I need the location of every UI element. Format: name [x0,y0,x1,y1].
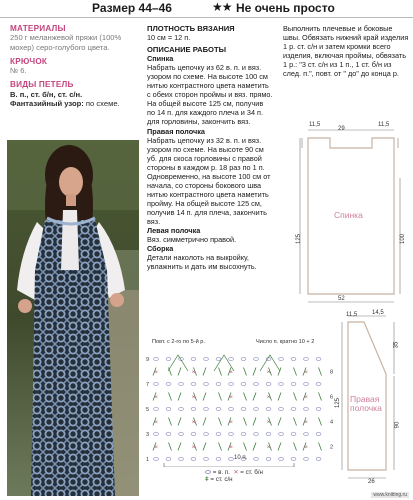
materials-text: 250 г меланжевой пряжи (100% мохер) серо-голубого цвета. [10,33,122,52]
back-dim-width: 52 [338,296,345,302]
chain-stitch-mark [266,433,271,436]
double-crochet-mark [253,443,256,451]
back-label: Спинка [334,210,363,220]
fancy-pattern-label: Фантазийный узор: [10,99,84,109]
materials-column [10,24,138,113]
double-crochet-mark [219,368,222,376]
back-dim-top-left: 11,5 [309,122,321,128]
double-crochet-mark [319,418,322,426]
chain-stitch-mark [204,408,209,411]
front-label-1: Правая [350,394,380,404]
chart-row-number: 3 [146,432,150,438]
chain-stitch-mark [179,408,184,411]
chain-stitch-mark [279,433,284,436]
chain-stitch-mark [291,383,296,386]
chain-stitch-mark [191,358,196,361]
header-bar [0,0,413,18]
chain-stitch-mark [241,408,246,411]
single-crochet-mark: ✕ [304,369,309,376]
back-dim-lower: 100 [400,233,407,245]
chain-stitch-mark [191,433,196,436]
double-crochet-mark [219,443,222,451]
double-crochet-mark [244,443,247,451]
chain-stitch-mark [229,383,234,386]
double-crochet-mark [203,368,206,376]
double-crochet-mark [219,418,222,426]
chart-row-number: 1 [146,457,150,463]
chain-stitch-mark [166,383,171,386]
fancy-pattern-text: по схеме. [83,99,120,109]
chain-stitch-mark [179,383,184,386]
finishing-column [283,24,410,78]
stitches-heading: ВИДЫ ПЕТЕЛЬ [10,80,74,90]
back-title: Спинка [147,54,174,64]
chain-stitch-mark [279,458,284,461]
materials-heading: МАТЕРИАЛЫ [10,24,66,33]
right-front-title: Правая полочка [147,126,205,136]
double-crochet-mark [178,418,181,426]
single-crochet-mark: ✕ [154,419,159,426]
single-crochet-mark: ✕ [304,394,309,401]
chart-row-number: 9 [146,357,150,363]
back-dim-height: 125 [296,233,303,245]
chain-stitch-mark [216,458,221,461]
chart-row-number: 8 [330,369,334,376]
single-crochet-mark: ✕ [191,394,196,401]
chain-stitch-mark [266,408,271,411]
single-crochet-mark: ✕ [154,394,159,401]
chain-stitch-mark [266,383,271,386]
double-crochet-mark [278,443,281,451]
double-crochet-mark [294,418,297,426]
chain-stitch-mark [291,358,296,361]
double-crochet-mark [319,368,322,376]
chain-stitch-mark [304,358,309,361]
double-crochet-mark [319,443,322,451]
chain-stitch-mark [291,433,296,436]
double-crochet-mark [169,368,172,376]
size-title: Размер 44–46 [92,1,172,15]
gauge-text: 10 см = 12 п. [147,33,191,43]
chart-row-number: 2 [330,444,334,451]
chain-stitch-mark [304,458,309,461]
double-crochet-mark [244,393,247,401]
chain-stitch-mark [204,358,209,361]
single-crochet-mark: ✕ [191,419,196,426]
left-front-text: Вяз. симметрично правой. [147,235,237,245]
chain-stitch-mark [154,458,159,461]
chain-stitch-mark [304,433,309,436]
single-crochet-mark: ✕ [304,419,309,426]
legend-dc: = ст. с/н [210,476,233,483]
gauge-heading: ПЛОТНОСТЬ ВЯЗАНИЯ [147,24,235,33]
assembly-title: Сборка [147,244,174,254]
chain-stitch-mark [279,383,284,386]
chain-stitch-mark [229,458,234,461]
front-dim-right-top: 35 [393,341,400,349]
chart-width-label: 10 п. [234,455,248,461]
chain-stitch-mark [191,458,196,461]
double-crochet-mark [203,418,206,426]
hook-text: № 6. [10,66,27,76]
chain-stitch-mark [179,458,184,461]
chart-legend [205,469,263,483]
double-crochet-icon: ǂ [205,476,209,483]
back-dim-top-mid: 29 [338,126,345,132]
double-crochet-mark [253,368,256,376]
chain-stitch-mark [216,358,221,361]
double-crochet-mark [253,418,256,426]
chain-stitch-mark [254,358,259,361]
chain-stitch-mark [254,433,259,436]
chain-stitch-mark [241,433,246,436]
chart-repeat-bracket [164,463,294,467]
chain-stitch-mark [229,358,234,361]
single-crochet-mark: ✕ [266,394,271,401]
difficulty-label: Не очень просто [236,1,335,15]
chain-stitch-mark [304,383,309,386]
single-crochet-mark: ✕ [266,369,271,376]
double-crochet-mark [253,393,256,401]
chain-stitch-mark [166,408,171,411]
single-crochet-mark: ✕ [266,444,271,451]
single-crochet-mark: ✕ [304,444,309,451]
chain-stitch-mark [279,358,284,361]
chain-stitch-mark [166,358,171,361]
model-photo [7,140,139,496]
double-crochet-mark [169,443,172,451]
chain-stitch-mark [204,383,209,386]
crochet-chart [144,333,342,485]
chain-stitch-mark [166,433,171,436]
front-dim-top-b: 14,5 [372,310,384,316]
front-dim-top-a: 11,5 [346,312,358,318]
chain-stitch-mark [254,408,259,411]
single-crochet-mark: ✕ [229,444,234,451]
difficulty-stars-icon: ★★ [212,0,232,14]
chain-stitch-mark [154,433,159,436]
chain-stitch-mark [166,458,171,461]
single-crochet-mark: ✕ [154,444,159,451]
double-crochet-mark [219,393,222,401]
double-crochet-mark [203,393,206,401]
single-crochet-mark: ✕ [154,369,159,376]
single-crochet-mark: ✕ [229,419,234,426]
credit: www.knitting.ru [373,492,407,498]
back-dim-top-right: 11,5 [378,122,390,128]
work-heading: ОПИСАНИЕ РАБОТЫ [147,45,227,55]
double-crochet-mark [178,443,181,451]
instructions-column [147,24,273,271]
chain-stitch-mark [241,383,246,386]
chart-repeat-right: Число п. кратно 10 + 2 [256,339,315,345]
left-front-title: Левая полочка [147,226,201,236]
single-crochet-mark: ✕ [229,369,234,376]
chain-stitch-mark [266,458,271,461]
double-crochet-mark [169,418,172,426]
chain-stitch-mark [204,433,209,436]
right-front-text: Набрать цепочку из 32 в. п. и вяз. узором по схеме. На высоте 90 см уб. для скоса горловины с правой стороны в каждом р. 18 раз по 1 п. Одновременно, на высоте 100 см от начала, со стороны бокового шва нитью контрастного цвета наметить пройму. На общей высоте 125 см, получив 14 п. для плеча, закончить вяз. [147,135,271,226]
chain-stitch-mark [154,358,159,361]
chain-stitch-mark [279,408,284,411]
chain-stitch-mark [204,458,209,461]
chain-stitch-mark [254,458,259,461]
chart-row-number: 4 [330,419,334,426]
chain-stitch-mark [229,408,234,411]
chain-stitch-mark [216,408,221,411]
legend-chain: = в. п. [212,469,230,476]
chain-stitch-mark [316,433,321,436]
chain-stitch-mark [291,458,296,461]
chain-stitch-mark [316,358,321,361]
chain-stitch-mark [179,433,184,436]
double-crochet-mark [178,368,181,376]
assembly-text: Детали наколоть на выкройку, увлажнить и дать им высохнуть. [147,253,257,272]
chart-row-number: 6 [330,394,334,401]
finishing-text: Выполнить плечевые и боковые швы. Обвязать нижний край изделия 1 р. ст. с/н и затем кромки всего изделия, включая проймы, обвязать 1 р.: "3 ст. с/н из 1 п., 1 ст. б/н из след. п.", повт. от " до" до конца р. [283,24,409,79]
chain-stitch-mark [316,408,321,411]
chain-stitch-mark [291,408,296,411]
chart-repeat-left: Повт. с 2-го по 5-й р. [152,339,205,345]
front-dim-width: 26 [368,479,375,485]
legend-sc: = ст. б/н [240,469,263,476]
chain-stitch-mark [154,383,159,386]
chain-stitch-mark [316,383,321,386]
hook-heading: КРЮЧОК [10,56,48,66]
chain-stitch-mark [191,408,196,411]
front-label-2: полочка [350,403,382,413]
double-crochet-mark [169,393,172,401]
double-crochet-mark [294,368,297,376]
chain-stitch-mark [254,383,259,386]
chain-stitch-mark [304,408,309,411]
chain-stitch-mark [154,408,159,411]
single-crochet-mark: ✕ [229,394,234,401]
double-crochet-mark [294,443,297,451]
chart-grid [144,347,342,467]
front-dim-height: 125 [335,397,342,409]
single-crochet-icon: ✕ [233,469,239,476]
double-crochet-mark [203,443,206,451]
chain-stitch-mark [216,383,221,386]
chain-stitch-mark [241,358,246,361]
double-crochet-mark [294,393,297,401]
single-crochet-mark: ✕ [266,419,271,426]
back-text: Набрать цепочку из 62 в. п. и вяз. узором по схеме. На высоте 100 см нитью контрастного цвета наметить с обеих сторон проймы и вяз. прямо. На общей высоте 125 см, получив по 14 п. для каждого плеча и 34 п. для горловины, закончить вяз. [147,63,273,127]
double-crochet-mark [244,368,247,376]
single-crochet-mark: ✕ [191,369,196,376]
chart-fan-mark [168,355,188,371]
double-crochet-mark [278,393,281,401]
chain-stitch-mark [191,383,196,386]
double-crochet-mark [278,418,281,426]
chart-row-number: 5 [146,407,150,413]
double-crochet-mark [178,393,181,401]
stitches-line1: В. п., ст. б/н, ст. с/н. [10,89,83,99]
single-crochet-mark: ✕ [191,444,196,451]
double-crochet-mark [244,418,247,426]
chain-stitch-mark [316,458,321,461]
front-dim-lower: 90 [394,421,401,429]
double-crochet-mark [319,393,322,401]
chain-stitch-mark [229,433,234,436]
chart-row-number: 7 [146,382,150,388]
chain-stitch-mark [216,433,221,436]
front-label [350,395,382,413]
chain-stitch-icon [205,470,211,474]
